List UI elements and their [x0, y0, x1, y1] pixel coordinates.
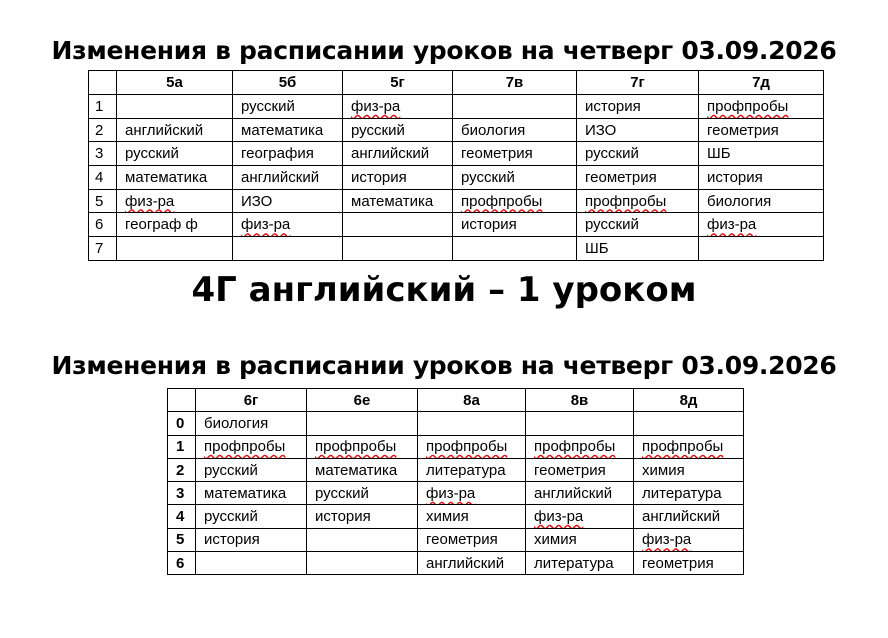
schedule-table-1	[88, 70, 824, 261]
cell-text: профпробы	[461, 192, 543, 210]
table-cell: геометрия	[699, 118, 824, 142]
cell-text: профпробы	[204, 438, 286, 456]
table-row	[89, 213, 824, 237]
table-cell: химия	[526, 528, 634, 551]
table-cell: английский	[526, 482, 634, 505]
lesson-number: 1	[168, 435, 196, 458]
table-cell	[577, 189, 699, 213]
schedule-title-2: Изменения в расписании уроков на четверг 03.09.2026	[51, 351, 837, 380]
cell-text: профпробы	[315, 438, 397, 456]
header-cell	[89, 71, 117, 95]
table-row	[89, 142, 824, 166]
lesson-number: 3	[168, 482, 196, 505]
header-cell: 8д	[634, 389, 744, 412]
table-row	[89, 189, 824, 213]
table-cell: химия	[634, 458, 744, 481]
table-cell: история	[343, 166, 453, 190]
table-cell	[418, 482, 526, 505]
table-cell	[699, 95, 824, 119]
table-cell	[526, 505, 634, 528]
table-cell: геометрия	[634, 552, 744, 575]
table-cell: ШБ	[577, 237, 699, 261]
table-row	[168, 482, 744, 505]
cell-text: физ-ра	[241, 216, 291, 234]
table-cell: ШБ	[699, 142, 824, 166]
table-cell: русский	[233, 95, 343, 119]
header-cell: 6г	[196, 389, 307, 412]
table-cell	[117, 237, 233, 261]
header-cell: 7г	[577, 71, 699, 95]
table-cell	[117, 95, 233, 119]
table-cell: математика	[196, 482, 307, 505]
lesson-number: 0	[168, 412, 196, 435]
table-header-row	[89, 71, 824, 95]
table-cell: английский	[634, 505, 744, 528]
table-row	[168, 528, 744, 551]
table-cell: история	[196, 528, 307, 551]
table-cell	[634, 412, 744, 435]
table-cell: математика	[307, 458, 418, 481]
table-cell: ИЗО	[577, 118, 699, 142]
table-cell: биология	[699, 189, 824, 213]
table-cell	[307, 435, 418, 458]
header-cell: 8а	[418, 389, 526, 412]
table-cell: химия	[418, 505, 526, 528]
lesson-number: 1	[89, 95, 117, 119]
table-cell	[117, 189, 233, 213]
header-cell: 5г	[343, 71, 453, 95]
table-cell: русский	[196, 505, 307, 528]
table-cell: русский	[453, 166, 577, 190]
table-row	[168, 412, 744, 435]
table-cell	[526, 412, 634, 435]
table-cell	[699, 213, 824, 237]
table-cell: биология	[196, 412, 307, 435]
table-row	[89, 95, 824, 119]
table-cell	[307, 412, 418, 435]
header-cell: 7д	[699, 71, 824, 95]
lesson-number: 7	[89, 237, 117, 261]
header-cell: 5б	[233, 71, 343, 95]
cell-text: профпробы	[534, 438, 616, 456]
table-cell: геометрия	[577, 166, 699, 190]
cell-text: физ-ра	[642, 531, 692, 549]
lesson-number: 5	[168, 528, 196, 551]
lesson-number: 6	[89, 213, 117, 237]
table-cell: геометрия	[418, 528, 526, 551]
table-cell	[233, 237, 343, 261]
table-cell: английский	[343, 142, 453, 166]
cell-text: физ-ра	[534, 508, 584, 526]
table-cell	[634, 435, 744, 458]
table-cell: русский	[196, 458, 307, 481]
table-cell: литература	[634, 482, 744, 505]
table-cell	[453, 189, 577, 213]
class-note: 4Г английский – 1 уроком	[191, 270, 697, 310]
header-cell: 8в	[526, 389, 634, 412]
table-cell	[453, 95, 577, 119]
table-cell: математика	[117, 166, 233, 190]
table-cell	[196, 552, 307, 575]
table-cell	[343, 213, 453, 237]
header-cell	[168, 389, 196, 412]
table-cell: английский	[418, 552, 526, 575]
table-cell	[418, 412, 526, 435]
table-row	[89, 166, 824, 190]
cell-text: физ-ра	[125, 192, 175, 210]
cell-text: профпробы	[707, 97, 789, 115]
table-cell	[307, 552, 418, 575]
header-cell: 6е	[307, 389, 418, 412]
lesson-number: 3	[89, 142, 117, 166]
table-cell: литература	[526, 552, 634, 575]
cell-text: физ-ра	[707, 216, 757, 234]
table-cell: русский	[577, 213, 699, 237]
table-cell	[343, 95, 453, 119]
table-cell: английский	[233, 166, 343, 190]
table-cell: история	[307, 505, 418, 528]
lesson-number: 2	[168, 458, 196, 481]
table-cell: математика	[343, 189, 453, 213]
lesson-number: 6	[168, 552, 196, 575]
table-cell: география	[233, 142, 343, 166]
table-cell	[343, 237, 453, 261]
table-cell: географ ф	[117, 213, 233, 237]
table-cell: русский	[117, 142, 233, 166]
table-cell: русский	[343, 118, 453, 142]
table-row	[168, 552, 744, 575]
table-cell: история	[453, 213, 577, 237]
table-header-row	[168, 389, 744, 412]
table-cell	[526, 435, 634, 458]
cell-text: физ-ра	[426, 484, 476, 502]
table-cell	[196, 435, 307, 458]
table-cell: математика	[233, 118, 343, 142]
table-cell: литература	[418, 458, 526, 481]
table-cell: русский	[307, 482, 418, 505]
table-cell: геометрия	[453, 142, 577, 166]
table-cell: русский	[577, 142, 699, 166]
cell-text: физ-ра	[351, 97, 401, 115]
header-cell: 7в	[453, 71, 577, 95]
schedule-title-1: Изменения в расписании уроков на четверг 03.09.2026	[51, 36, 837, 65]
lesson-number: 2	[89, 118, 117, 142]
lesson-number: 4	[168, 505, 196, 528]
cell-text: профпробы	[642, 438, 724, 456]
table-cell	[453, 237, 577, 261]
table-cell: геометрия	[526, 458, 634, 481]
table-row	[89, 237, 824, 261]
lesson-number: 4	[89, 166, 117, 190]
lesson-number: 5	[89, 189, 117, 213]
table-row	[168, 435, 744, 458]
table-row	[168, 458, 744, 481]
header-cell: 5а	[117, 71, 233, 95]
schedule-table-2	[167, 388, 744, 575]
table-cell: биология	[453, 118, 577, 142]
table-cell	[418, 435, 526, 458]
cell-text: профпробы	[585, 192, 667, 210]
table-cell: ИЗО	[233, 189, 343, 213]
table-cell	[699, 237, 824, 261]
table-row	[168, 505, 744, 528]
table-cell	[634, 528, 744, 551]
table-cell	[233, 213, 343, 237]
table-row	[89, 118, 824, 142]
table-cell	[307, 528, 418, 551]
cell-text: профпробы	[426, 438, 508, 456]
table-cell: английский	[117, 118, 233, 142]
table-cell: история	[577, 95, 699, 119]
table-cell: история	[699, 166, 824, 190]
